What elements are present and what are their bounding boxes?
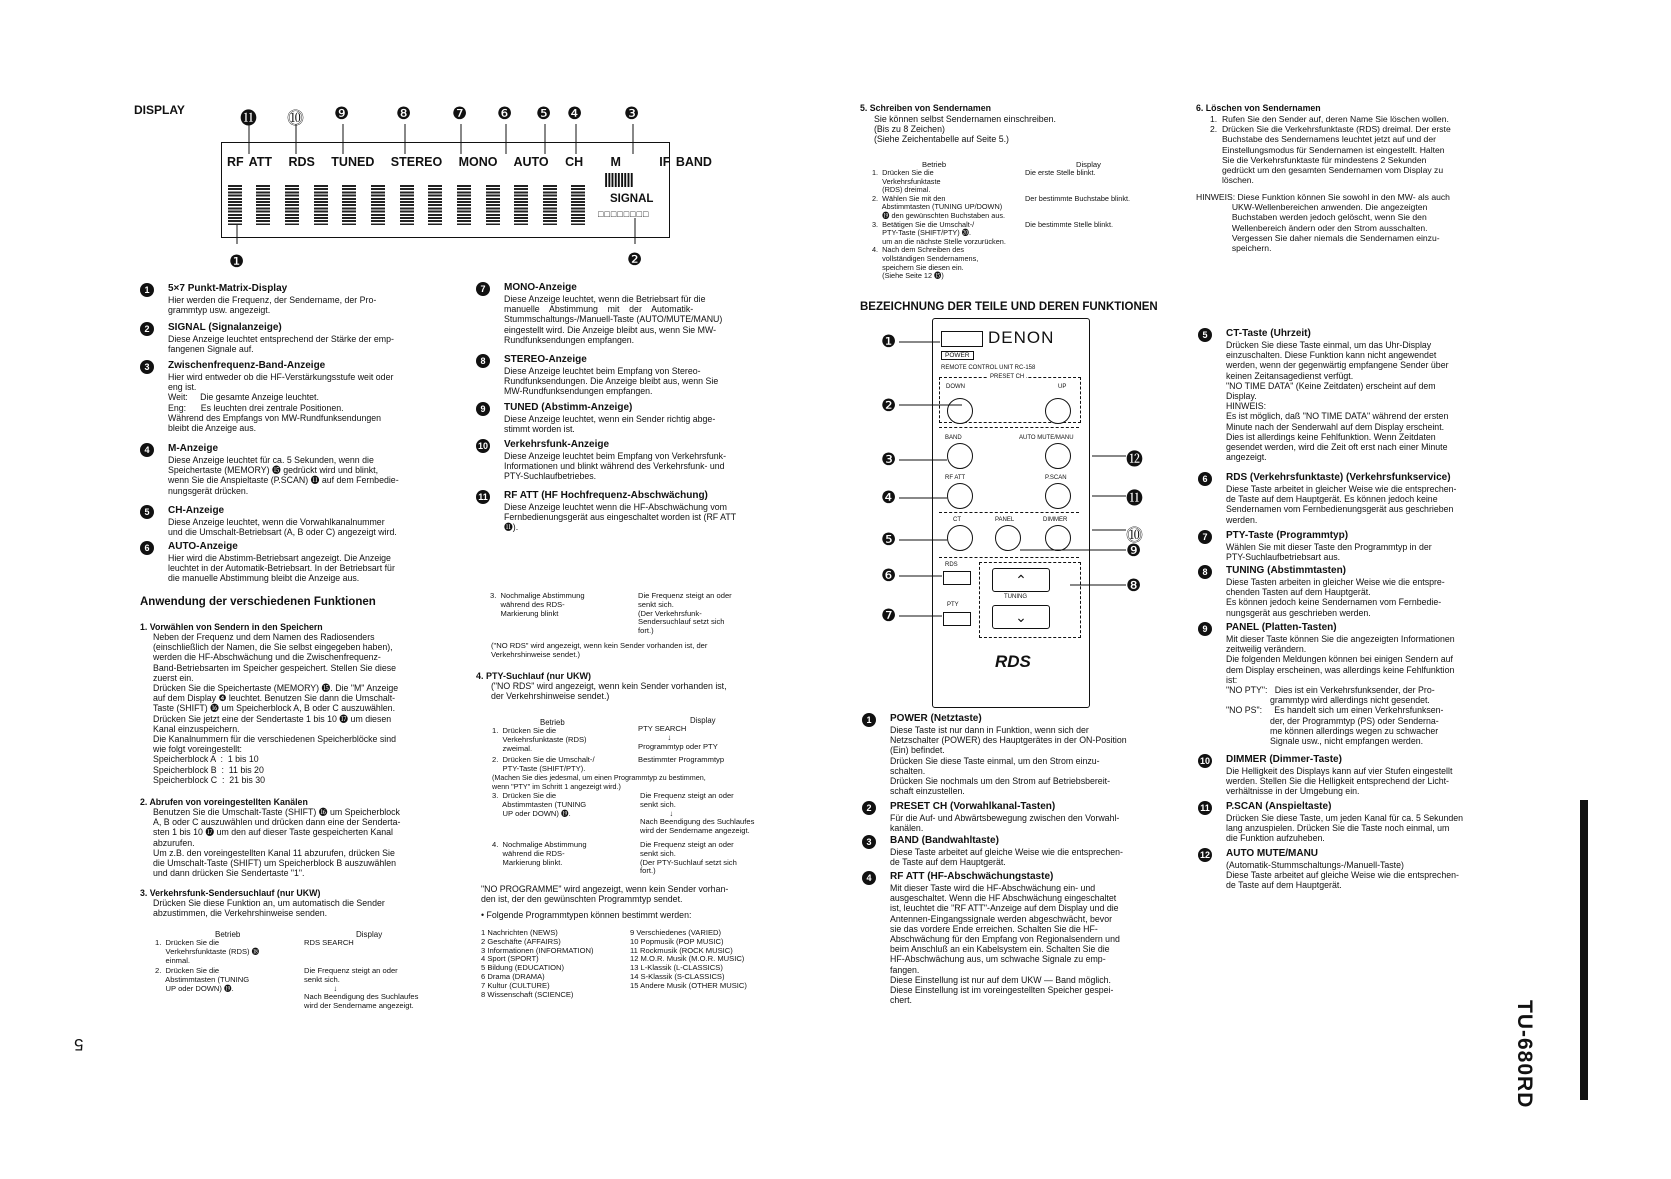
usage-s3-title: 3. Verkehrsfunk-Sendersuchlauf (nur UKW) [140,888,321,898]
item-number-badge: 7 [1198,530,1212,544]
item-title: P.SCAN (Anspieltaste) [1226,801,1332,812]
remote-callout-7: ❼ [881,606,897,625]
matrix-char [285,185,299,225]
no-rds-note: ("NO RDS" wird angezeigt, wenn kein Sender vorhanden ist, der Verkehrshinweise sendet.) [491,641,708,659]
usage-s4-title: 4. PTY-Suchlauf (nur UKW) [476,671,592,681]
item-description: Wählen Sie mit dieser Taste den Programmtyp in der PTY-Suchlaufbetriebsart aus. [1226,542,1432,563]
item-number-badge: 11 [1198,801,1212,815]
programme-item: 3 Informationen (INFORMATION) [481,945,594,955]
matrix-char [571,185,585,225]
item-description: Diese Anzeige leuchtet beim Empfang von Verkehrsfunk- Informationen und blinkt während des Verkehrsfunk- und PTY-Suchlaufbetriebes. [504,451,727,482]
usage-s2-title: 2. Abrufen von voreingestellten Kanälen [140,797,308,807]
programme-item: 11 Rockmusik (ROCK MUSIC) [630,945,733,955]
remote-callout-3: ❸ [881,450,897,469]
item-number-badge: 1 [140,283,154,297]
item-number-badge: 9 [1198,622,1212,636]
indicator-rds: RDS [288,155,315,169]
programme-item: 10 Popmusik (POP MUSIC) [630,936,724,946]
usage-s1-body: Neben der Frequenz und dem Namen des Radiosenders (einschließlich der Namen, die Sie selbst eingegeben haben), werden die HF-Abschwächung und die Zwischenfrequenz- Band-Betriebsarten im Speicher gespeichert. Stellen Sie diese zuerst ein. Drücken Sie die Speichertaste (MEMORY) ⓯. Die "M" Anzeige auf dem Display ❹ leuchtet. Benutzen Sie dann die Umschalt- Taste (SHIFT) ⓰ um Speicherblock A, B oder C auszuwählen. Drücken Sie jetzt eine der Sendertaste 1 bis 10 ⓱ um diesen Kanal einzuspeichern. Die Kanalnummern für die verschiedenen Speicherblöcke sind wie folgt voreingestellt: Speicherblock A : 1 bis 10 Speicherblock B : 11 bis 20 Speicherblock C : 21 bis 30 [153,632,399,785]
item-number-badge: 10 [1199,756,1210,766]
programme-item: 2 Geschäfte (AFFAIRS) [481,936,561,946]
indicator-mono: MONO [458,155,498,169]
t4-row3-right: Die Frequenz steigt an oder senkt sich. ↓ Nach Beendigung des Suchlaufes wird der Sendername angezeigt. [640,791,755,836]
ct-label: CT [953,517,961,523]
remote-callout-2: ❷ [881,396,897,415]
indicator-m: M [610,155,621,169]
item-number-badge: 3 [140,360,154,374]
programme-list-right [630,929,747,991]
tuning-down-button[interactable]: ⌄ [992,605,1050,629]
item-description: Mit dieser Taste wird die HF-Abschwächung ein- und ausgeschaltet. Wenn die HF Abschwächung eingeschaltet ist, leuchtet die "RF ATT"-Anzeige auf dem Display und die Antennen-Eingangssignale werden abgeschwächt, bevor sie das vordere Ende erreichen. Schalten Sie die HF- Abschwächung für den Empfang von Regionalsendern und beim Anschluß an ein Kabelsystem ein. Schalten Sie die HF-Abschwächung aus, um schwache Signale zu emp- fangen. Diese Einstellung ist nur auf dem UKW — Band möglich. Diese Einstellung ist im voreingestellten Speicher gespei- chert. [890,883,1120,1006]
item-title: Zwischenfrequenz-Band-Anzeige [168,360,326,371]
p-scan-label: P.SCAN [1045,475,1067,481]
indicator-ch: CH [565,155,584,169]
callout-7: ❼ [452,104,468,123]
callout-3: ❸ [624,104,640,123]
programme-item: 8 Wissenschaft (SCIENCE) [481,989,574,999]
band-label: BAND [945,435,962,441]
item-title: M-Anzeige [168,443,218,454]
item-description: Diese Taste ist nur dann in Funktion, wenn sich der Netzschalter (POWER) des Hauptgerätes in der ON-Position (Ein) befindet. Drücken Sie diese Taste einmal, um den Strom einzu- schalten. Drücken Sie nochmals um den Strom auf Betriebsbereit- schaft einzustellen. [890,725,1127,797]
matrix-char [256,185,270,225]
t4-row4-right: Die Frequenz steigt an oder senkt sich. (Der PTY-Suchlauf setzt sich fort.) [640,840,737,876]
indicator-auto: AUTO [513,155,549,169]
t5-left: 1. Drücken Sie die Verkehrsfunktaste (RDS) dreimal. 2. Wählen Sie mit den Abstimmtasten (TUNING UP/DOWN) ⓳ den gewünschten Buchstaben aus. 3. Betätigen Sie die Umschalt-/ PTY-Taste (SHIFT/PTY) ⓴. um an die nächste Stelle vorzurücken. 4. Nach dem Schreiben des vollständigen Sendernamens, speichern Sie diesen ein. (Siehe Seite 12 ⓯) [872,168,1006,281]
item-number-badge: 9 [476,402,490,416]
callout-5: ❺ [536,104,552,123]
remote-callout-10: ⓾ [1126,526,1143,545]
programme-item: 5 Bildung (EDUCATION) [481,963,564,973]
edge-bar [1580,800,1588,1100]
item-title: RF ATT (HF-Abschwächungstaste) [890,871,1054,882]
item-number-badge: 1 [862,713,876,727]
programme-item: 15 Andere Musik (OTHER MUSIC) [630,980,747,990]
remote-callout-4: ❹ [881,488,897,507]
item-title: PTY-Taste (Programmtyp) [1226,530,1349,541]
matrix-char [314,185,328,225]
item-description: Die Helligkeit des Displays kann auf vier Stufen eingestellt werden. Stellen Sie die Helligkeit entsprechend der Licht- verhältnisse in der Umgebung ein. [1226,766,1453,797]
signal-label: SIGNAL [610,193,654,205]
matrix-char [514,185,528,225]
usage-s1-title: 1. Vorwählen von Sendern in den Speichern [140,622,323,632]
remote-leader-lines [880,330,1140,630]
t4-row1-right: PTY SEARCH ↓ Programmtyp oder PTY [638,724,718,751]
t3-row2-left: 2. Drücken Sie die Abstimmtasten (TUNING UP oder DOWN) ⓳. [155,966,250,993]
t3-head-betrieb: Betrieb [215,930,241,939]
item-title: RDS (Verkehrsfunktaste) (Verkehrsfunkservice) [1226,472,1451,483]
matrix-char [400,185,414,225]
preset-ch-label: PRESET CH [990,374,1025,380]
item-title: AUTO-Anzeige [168,541,238,552]
item-number-badge: 8 [476,354,490,368]
remote-callout-11: ⓫ [1126,489,1143,508]
usage-s2-body: Benutzen Sie die Umschalt-Taste (SHIFT) ⓰ um Speicherblock A, B oder C auszuwählen und drücken dann eine der Senderta- sten 1 bis 10 ⓱ um den auf dieser Taste gespeicherten Kanal abzurufen. Um z.B. den voreingestellten Kanal 11 abzurufen, drücken Sie die Umschalt-Taste (SHIFT) um Speicherblock B auszuwählen und dann drücken Sie Sendertaste "1". [153,807,401,879]
t3-row3-left: 3. Nochmalige Abstimmung während des RDS- Markierung blinkt [490,591,585,618]
t4-head-display: Display [690,716,716,725]
unit-label: REMOTE CONTROL UNIT RC-158 [941,365,1036,371]
item-number-badge: 8 [1198,565,1212,579]
programme-item: 14 S-Klassik (S-CLASSICS) [630,971,725,981]
item-title: MONO-Anzeige [504,282,577,293]
t3-row1-left: 1. Drücken Sie die Verkehrsfunktaste (RDS) ⓲ einmal. [155,938,260,965]
callout-6: ❻ [497,104,513,123]
item-number-badge: 10 [477,441,488,451]
t5-head-display: Display [1076,160,1101,169]
s6-title: 6. Löschen von Sendernamen [1196,103,1321,113]
item-title: BAND (Bandwahltaste) [890,835,999,846]
item-description: Diese Anzeige leuchtet beim Empfang von Stereo- Rundfunksendungen. Die Anzeige bleibt aus, wenn Sie MW-Rundfunksendungen empfangen. [504,366,719,397]
auto-mute-label: AUTO MUTE/MANU [1019,435,1074,441]
programme-item: 6 Drama (DRAMA) [481,971,545,981]
item-description: Hier werden die Frequenz, der Sendername, der Pro- grammtyp usw. angezeigt. [168,295,377,316]
t4-row2-right: Bestimmter Programmtyp [638,755,725,764]
item-description: Hier wird die Abstimm-Betriebsart angezeigt. Die Anzeige leuchtet in der Automatik-Betriebsart. In der Betriebsart für die manuelle Abstimmung bleibt die Anzeige aus. [168,553,395,584]
item-number-badge: 5 [140,505,154,519]
dimmer-label: DIMMER [1043,517,1068,523]
item-description: Diese Taste arbeitet auf gleiche Weise wie die entsprechen- de Taste auf dem Hauptgerät. [890,847,1123,868]
item-description: Drücken Sie diese Taste, um jeden Kanal für ca. 5 Sekunden lang anzuspielen. Drücken Sie die Taste noch einmal, um die Funktion aufzuheben. [1226,813,1464,844]
indicator-rf-att: RF ATT [227,155,273,169]
indicator-if-band: IF BAND [659,155,712,169]
programme-item: 12 M.O.R. Musik (M.O.R. MUSIC) [630,954,745,964]
no-programme-note: "NO PROGRAMME" wird angezeigt, wenn kein Sender vorhan- den ist, der den gewünschten Programmtyp sendet. [481,884,729,905]
s6-body: 1. Rufen Sie den Sender auf, deren Name Sie löschen wollen. 2. Drücken Sie die Verkehrsfunktaste (RDS) dreimal. Der erste Buchstabe des Sendernamens leuchtet jetzt auf und der Einstellungsmodus für Sendernamen ist eingestellt. Halten Sie die Verkehrsfunktaste für mindestens 2 Sekunden gedrückt um den gesamten Sendernamen vom Display zu löschen. [1210,114,1451,186]
item-title: 5×7 Punkt-Matrix-Display [168,283,288,294]
up-label: UP [1058,384,1067,390]
remote-callout-1: ❶ [881,332,897,351]
matrix-char [428,185,442,225]
callout-9: ❾ [334,104,350,123]
item-title: TUNED (Abstimm-Anzeige) [504,402,633,413]
item-title: RF ATT (HF Hochfrequenz-Abschwächung) [504,490,708,501]
item-description: Diese Anzeige leuchtet entsprechend der Stärke der emp- fangenen Signale auf. [168,334,394,355]
model-label: TU-680RD [1513,1000,1536,1109]
item-description: Mit dieser Taste können Sie die angezeigten Informationen zeitweilig verändern. Die folgenden Meldungen können bei einigen Sendern auf dem Display erscheinen, was allerdings keine Fehlfunktion ist: "NO PTY": Dies ist ein Verkehrsfunksender, der Pro- grammtyp wird allerdings nicht gesendet. "NO PS": Es handelt sich um einen Verkehrsfunksen- der, der Programmtyp (PS) oder Senderna- me können allerdings wegen zu schwacher Signale usw., nicht empfangen werden. [1226,634,1455,747]
item-number-badge: 11 [476,490,490,504]
item-number-badge: 4 [862,871,876,885]
callout-1: ❶ [229,252,245,271]
callout-11: ⓫ [240,109,257,128]
t4-row2-left: 2. Drücken Sie die Umschalt-/ PTY-Taste (SHIFT/PTY). [492,755,595,773]
page-number: 5 [74,1035,84,1054]
item-description: Diese Taste arbeitet in gleicher Weise wie die entsprechen- de Taste auf dem Hauptgerät. Es können jedoch keine Sendernamen vom Fernbedienungsgerät aus geschrieben werden. [1226,484,1457,525]
item-number-badge: 6 [140,541,154,555]
programme-item: 13 L-Klassik (L-CLASSICS) [630,963,723,973]
indicator-row [227,155,712,169]
item-title: TUNING (Abstimmtasten) [1226,565,1347,576]
rds-label: RDS [945,562,958,568]
t3-head-display: Display [356,930,383,939]
pty-label: PTY [947,602,959,608]
programme-item: 1 Nachrichten (NEWS) [481,928,558,937]
item-description: Diese Tasten arbeiten in gleicher Weise wie die entspre- chenden Tasten auf dem Hauptgerät. Es können jedoch keine Sendernamen vom Fernbedie- nungsgerät aus geschrieben werden. [1226,577,1445,618]
down-label: DOWN [946,384,965,390]
item-description: Drücken Sie diese Taste einmal, um das Uhr-Display einzuschalten. Diese Funktion kann nicht angewendet werden, wenn der gegenwärtig empfangene Sender über keinen Zeitansagedienst verfügt. "NO TIME DATA" (Keine Zeitdaten) erscheint auf dem Display. HINWEIS: Es ist möglich, daß "NO TIME DATA" während der ersten Minute nach der Senderwahl auf dem Display erscheint. Dies ist allerdings keine Fehlfunktion. Wenn Zeitdaten gesendet werden, wird die Zeit oft erst nach einer Minute angezeigt. [1226,340,1449,463]
tuning-up-button[interactable]: ⌃ [992,568,1050,592]
brand-logo: DENON [988,328,1055,347]
usage-heading: Anwendung der verschiedenen Funktionen [140,596,376,608]
item-number-badge: 6 [1198,472,1212,486]
t4-row1-left: 1. Drücken Sie die Verkehrsfunktaste (RDS) zweimal. [492,726,587,753]
item-title: STEREO-Anzeige [504,354,587,365]
item-number-badge: 7 [476,282,490,296]
item-description: Diese Anzeige leuchtet, wenn die Vorwahlkanalnummer und die Umschalt-Betriebsart (A, B oder C) angezeigt wird. [168,517,397,538]
indicator-stereo: STEREO [390,155,443,169]
item-description: Diese Anzeige leuchtet wenn die HF-Abschwächung vom Fernbedienungsgerät aus eingeschaltet worden ist (RF ATT ⓫). [504,502,737,533]
panel-label: PANEL [995,517,1015,523]
remote-callout-12: ⓬ [1126,450,1143,469]
parts-heading: BEZEICHNUNG DER TEILE UND DEREN FUNKTIONEN [860,301,1158,313]
item-number-badge: 3 [862,835,876,849]
item-description: Diese Anzeige leuchtet, wenn die Betriebsart für die manuelle Abstimmung mit der Automatik- Stummschaltungs-/Manuell-Taste (AUTO/MUTE/MANU) eingestellt wird. Die Anzeige bleibt aus, wenn Sie MW- Rundfunksendungen empfangen. [504,294,723,345]
hinweis-note: HINWEIS: Diese Funktion können Sie sowohl in den MW- als auch UKW-Wellenbereichen anwenden. Die angezeigten Buchstaben werden jedoch gelöscht, wenn Sie den Wellenbereich ändern oder den Strom ausschalten. Vergessen Sie daher niemals die Sendernamen einzu- speichern. [1196,192,1450,254]
callout-4: ❹ [567,104,583,123]
rds-logo: RDS [995,652,1031,671]
item-title: POWER (Netztaste) [890,713,982,724]
callout-10: ⓾ [287,109,304,128]
item-title: Verkehrsfunk-Anzeige [504,439,610,450]
item-number-badge: 12 [1199,850,1210,860]
signal-meter: □□□□□□□□ [598,209,650,219]
item-description: (Automatik-Stummschaltungs-/Manuell-Taste) Diese Taste arbeitet auf gleiche Weise wie die entsprechen- de Taste auf dem Hauptgerät. [1226,860,1459,891]
programme-item: 7 Kultur (CULTURE) [481,980,550,990]
if-band-bars: ||||||||| [604,171,633,188]
t4-row3-left: 3. Drücken Sie die Abstimmtasten (TUNING UP oder DOWN) ⓳. [492,791,587,818]
item-description: Diese Anzeige leuchtet, wenn ein Sender richtig abge- stimmt worden ist. [504,414,716,435]
matrix-char [228,185,242,225]
matrix-char [342,185,356,225]
usage-s4-body: ("NO RDS" wird angezeigt, wenn kein Sender vorhanden ist, der Verkehrshinweise sendet.) [491,681,727,702]
s5-title: 5. Schreiben von Sendernamen [860,103,992,113]
item-title: CT-Taste (Uhrzeit) [1226,328,1311,339]
programme-intro: • Folgende Programmtypen können bestimmt werden: [481,910,692,920]
item-description: Hier wird entweder ob die HF-Verstärkungsstufe weit oder eng ist. Weit: Die gesamte Anzeige leuchtet. Eng: Es leuchten drei zentrale Positionen. Während des Empfangs von MW-Rundfunksendungen bleibt die Anzeige aus. [168,372,394,434]
t5-head-betrieb: Betrieb [922,160,947,169]
matrix-char [486,185,500,225]
t4-row4-left: 4. Nochmalige Abstimmung während die RDS- Markierung blinkt. [492,840,587,867]
programme-item: 9 Verschiedenes (VARIED) [630,928,722,937]
matrix-char [371,185,385,225]
s5-body: Sie können selbst Sendernamen einschreiben. (Bis zu 8 Zeichen) (Siehe Zeichentabelle auf Seite 5.) [874,114,1056,145]
programme-list-left [481,929,594,999]
t4-row2-note: (Machen Sie dies jedesmal, um einen Programmtyp zu bestimmen, wenn "PTY" im Schritt 1 angezeigt wird.) [492,773,706,791]
item-number-badge: 2 [862,801,876,815]
item-title: DIMMER (Dimmer-Taste) [1226,754,1342,765]
power-label: POWER [941,351,974,360]
t3-row1-right: RDS SEARCH [304,938,354,947]
item-title: AUTO MUTE/MANU [1226,848,1319,859]
indicator-tuned: TUNED [331,155,375,169]
item-description: Diese Anzeige leuchtet für ca. 5 Sekunden, wenn die Speichertaste (MEMORY) ⓯ gedrückt wird und blinkt, wenn Sie die Anspieltaste (P.SCAN) ⓫ auf dem Fernbedie- nungsgerät drücken. [168,455,399,496]
item-title: PANEL (Platten-Tasten) [1226,622,1337,633]
t3-row2-right: Die Frequenz steigt an oder senkt sich. ↓ Nach Beendigung des Suchlaufes wird der Sendername angezeigt. [304,966,419,1011]
remote-callout-5: ❺ [881,530,897,549]
remote-callout-9: ❾ [1126,541,1142,560]
item-title: CH-Anzeige [168,505,225,516]
display-heading: DISPLAY [134,103,185,117]
matrix-char [457,185,471,225]
callout-2: ❷ [627,250,643,269]
rf-att-label: RF ATT [945,475,966,481]
programme-item: 4 Sport (SPORT) [481,954,539,964]
remote-callout-6: ❻ [881,566,897,585]
matrix-char [543,185,557,225]
callout-8: ❽ [396,104,412,123]
item-number-badge: 4 [140,443,154,457]
t4-head-betrieb: Betrieb [540,718,565,727]
usage-s3-body: Drücken Sie diese Funktion an, um automatisch die Sender abzustimmen, die Verkehrshinweise senden. [153,898,385,919]
item-title: SIGNAL (Signalanzeige) [168,322,282,333]
item-number-badge: 5 [1198,328,1212,342]
item-title: PRESET CH (Vorwahlkanal-Tasten) [890,801,1056,812]
t5-right: Die erste Stelle blinkt. Der bestimmte Buchstabe blinkt. Die bestimmte Stelle blinkt. [1025,168,1131,229]
t3-row3-right: Die Frequenz steigt an oder senkt sich. (Der Verkehrsfunk- Sendersuchlauf setzt sich fort.) [638,591,732,636]
tuning-label: TUNING [1004,594,1027,600]
item-description: Für die Auf- und Abwärtsbewegung zwischen den Vorwahl- kanälen. [890,813,1120,834]
item-number-badge: 2 [140,322,154,336]
remote-callout-8: ❽ [1126,576,1142,595]
